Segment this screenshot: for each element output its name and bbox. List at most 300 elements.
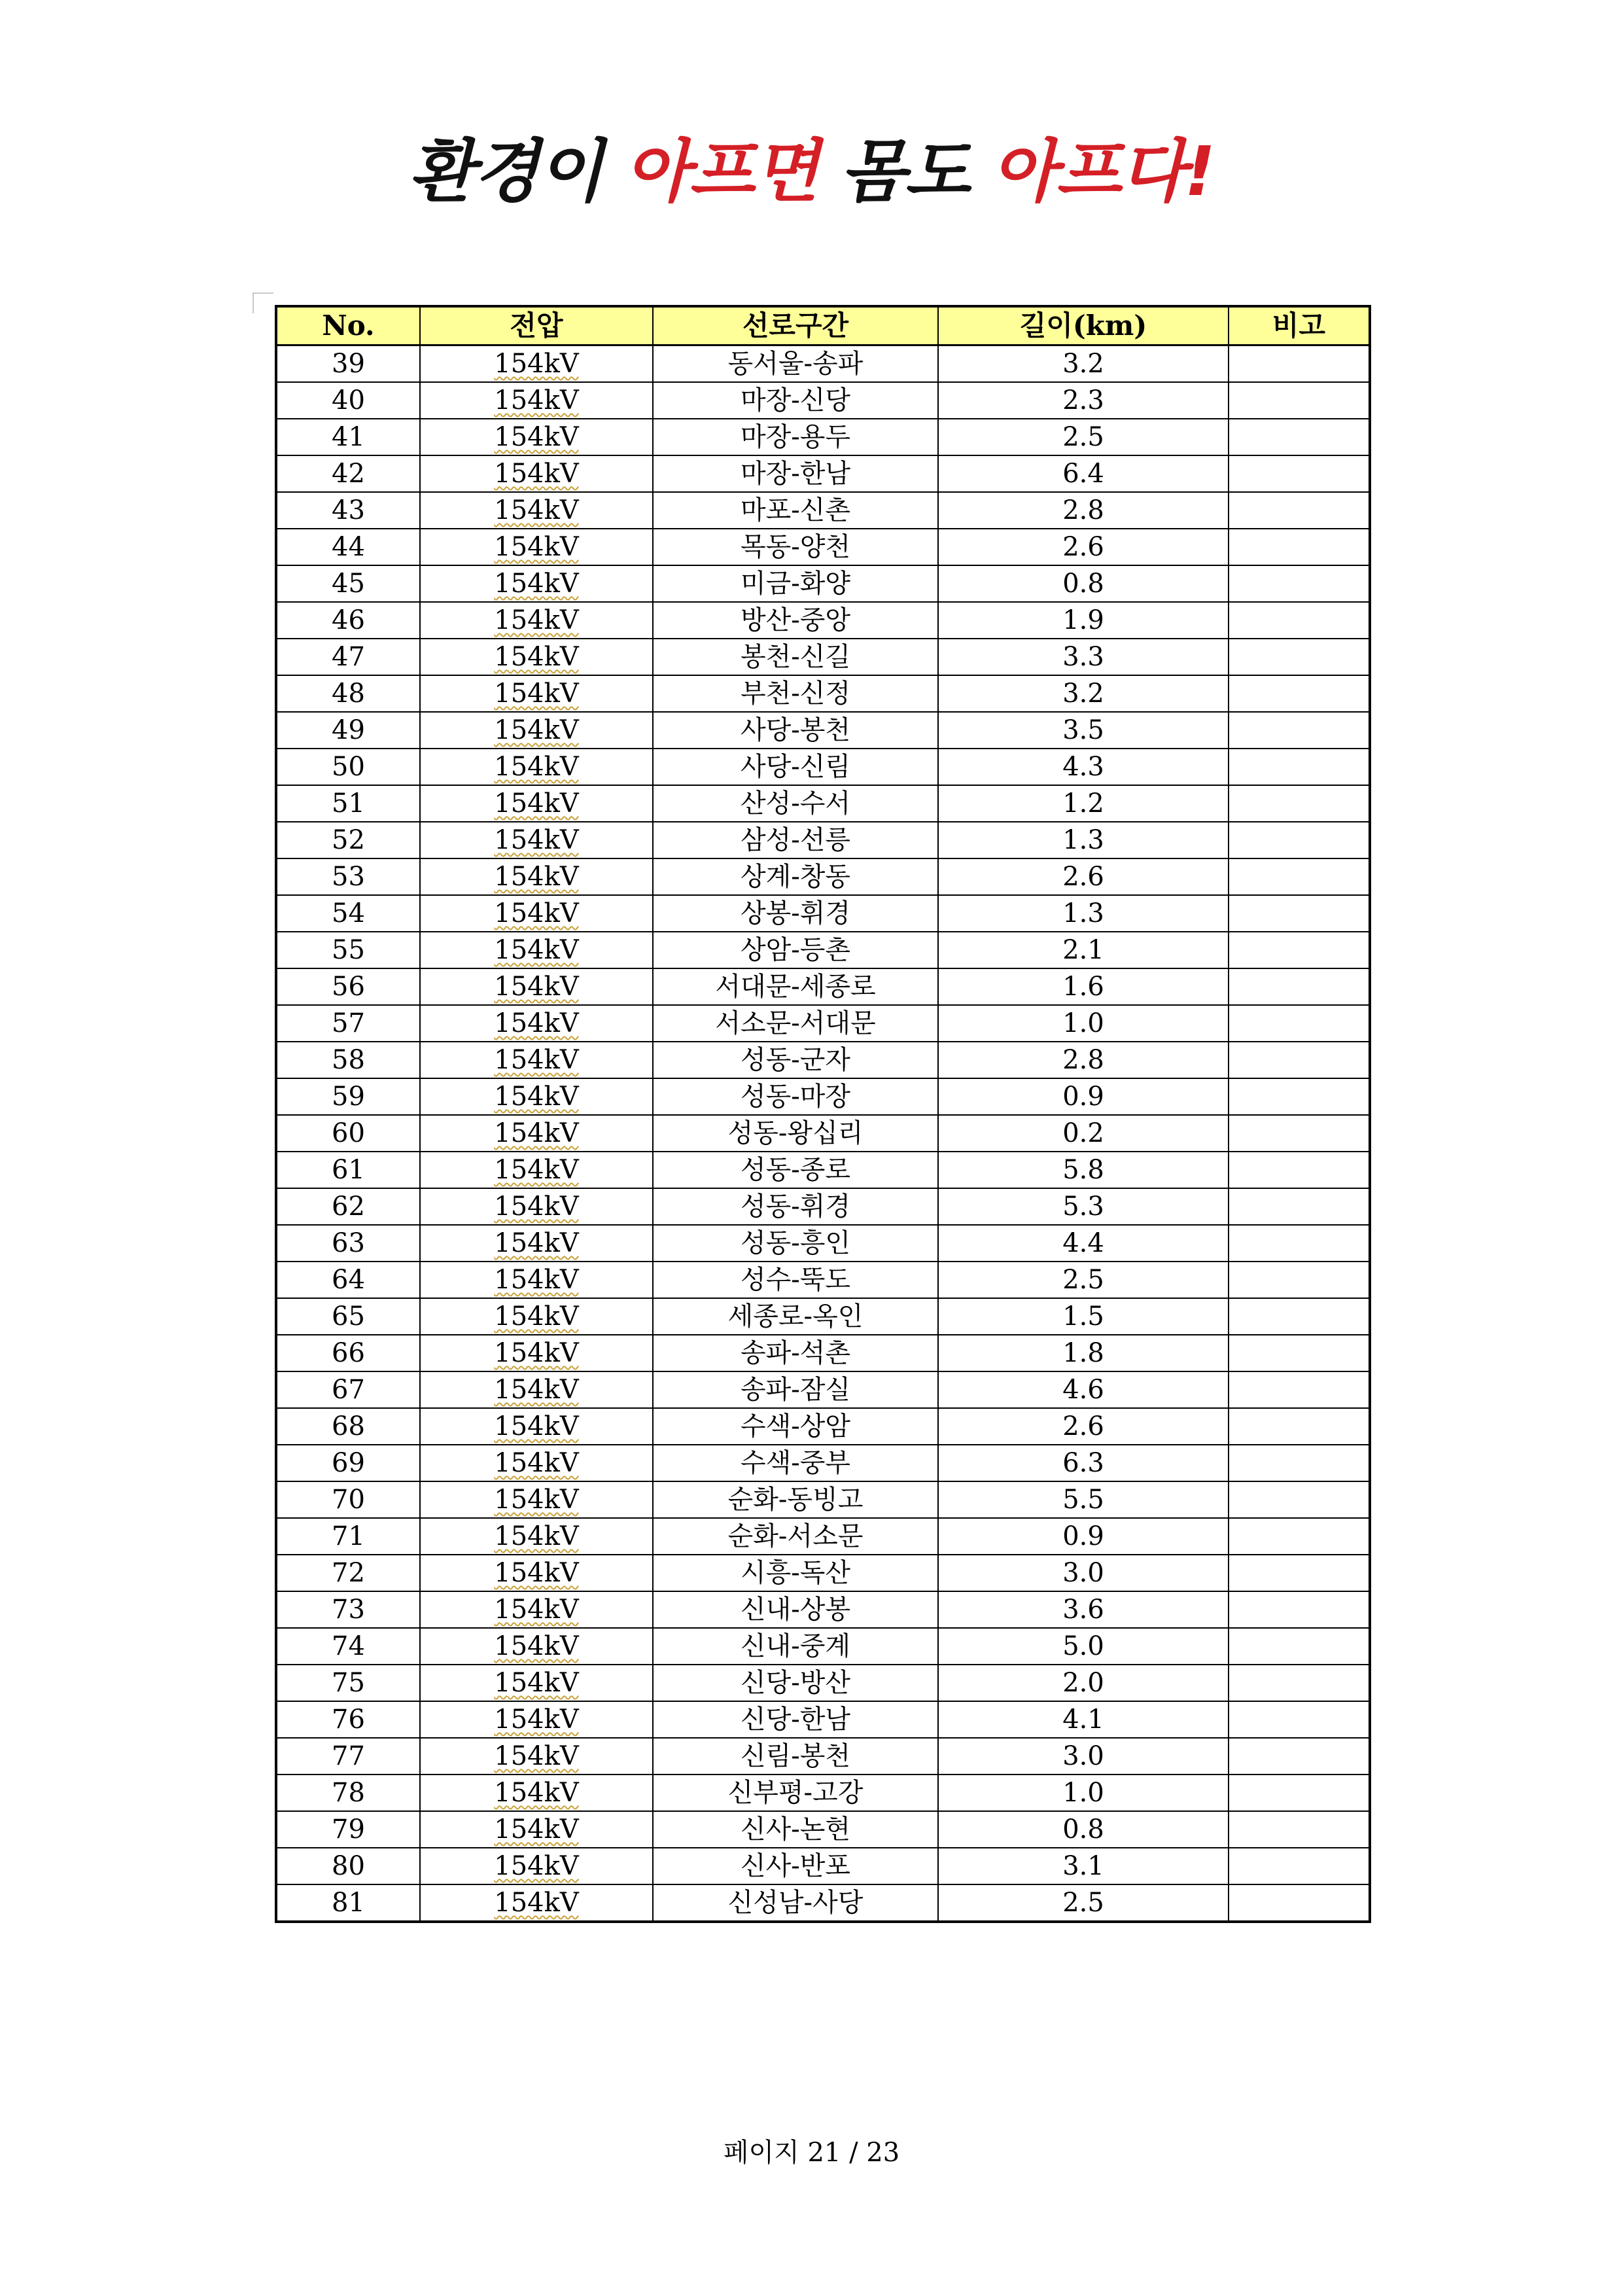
cell-section: 성동-휘경 bbox=[653, 1188, 938, 1225]
table-row bbox=[276, 345, 1370, 383]
cell-voltage bbox=[420, 712, 653, 749]
cell-voltage bbox=[420, 749, 653, 785]
table-row bbox=[276, 1628, 1370, 1665]
cell-no: 74 bbox=[276, 1628, 420, 1665]
cell-section: 상봉-휘경 bbox=[653, 895, 938, 932]
cell-no: 46 bbox=[276, 602, 420, 639]
cell-voltage bbox=[420, 932, 653, 968]
header-length: 길이(km) bbox=[938, 306, 1229, 345]
cell-voltage bbox=[420, 968, 653, 1005]
voltage-text: 154kV bbox=[494, 1411, 579, 1441]
table-row bbox=[276, 1701, 1370, 1738]
cell-no: 79 bbox=[276, 1811, 420, 1848]
cell-voltage bbox=[420, 1298, 653, 1335]
cell-length: 5.5 bbox=[938, 1481, 1229, 1518]
cell-section: 성동-왕십리 bbox=[653, 1115, 938, 1152]
cell-section: 신당-방산 bbox=[653, 1665, 938, 1701]
table-row bbox=[276, 1371, 1370, 1408]
cell-section: 부천-신정 bbox=[653, 675, 938, 712]
cell-section: 미금-화양 bbox=[653, 565, 938, 602]
table-header-row bbox=[276, 306, 1370, 345]
cell-note bbox=[1229, 1738, 1370, 1775]
cell-voltage bbox=[420, 1371, 653, 1408]
cell-length: 2.1 bbox=[938, 932, 1229, 968]
voltage-text: 154kV bbox=[494, 1118, 579, 1148]
cell-note bbox=[1229, 1262, 1370, 1298]
cell-voltage bbox=[420, 639, 653, 675]
voltage-text: 154kV bbox=[494, 1082, 579, 1112]
cell-voltage bbox=[420, 1555, 653, 1591]
cell-section: 마포-신촌 bbox=[653, 492, 938, 529]
cell-note bbox=[1229, 932, 1370, 968]
table-row bbox=[276, 1775, 1370, 1811]
cell-note bbox=[1229, 1335, 1370, 1371]
cell-section: 삼성-선릉 bbox=[653, 822, 938, 858]
cell-length: 2.0 bbox=[938, 1665, 1229, 1701]
cell-no: 48 bbox=[276, 675, 420, 712]
cell-section: 신내-중계 bbox=[653, 1628, 938, 1665]
cell-no: 40 bbox=[276, 382, 420, 419]
table-row bbox=[276, 382, 1370, 419]
table-row bbox=[276, 1884, 1370, 1922]
table-body bbox=[276, 345, 1370, 1922]
slogan-part-4: 아프다! bbox=[991, 132, 1215, 211]
cell-voltage bbox=[420, 1335, 653, 1371]
voltage-text: 154kV bbox=[494, 898, 579, 928]
table-header bbox=[276, 306, 1370, 345]
cell-no: 75 bbox=[276, 1665, 420, 1701]
cell-note bbox=[1229, 382, 1370, 419]
transmission-line-table bbox=[275, 305, 1371, 1923]
cell-section: 성동-흥인 bbox=[653, 1225, 938, 1262]
cell-length: 4.3 bbox=[938, 749, 1229, 785]
cell-length: 4.4 bbox=[938, 1225, 1229, 1262]
cell-no: 39 bbox=[276, 345, 420, 383]
cell-note bbox=[1229, 529, 1370, 565]
table-row bbox=[276, 1665, 1370, 1701]
cell-length: 2.5 bbox=[938, 1884, 1229, 1922]
table-row bbox=[276, 749, 1370, 785]
table-row bbox=[276, 822, 1370, 858]
cell-length: 2.3 bbox=[938, 382, 1229, 419]
cell-section: 신부평-고강 bbox=[653, 1775, 938, 1811]
table-row bbox=[276, 1225, 1370, 1262]
cell-section: 송파-잠실 bbox=[653, 1371, 938, 1408]
cell-note bbox=[1229, 1628, 1370, 1665]
cell-no: 44 bbox=[276, 529, 420, 565]
cell-voltage bbox=[420, 419, 653, 455]
cell-no: 67 bbox=[276, 1371, 420, 1408]
cell-voltage bbox=[420, 1848, 653, 1884]
cell-section: 송파-석촌 bbox=[653, 1335, 938, 1371]
cell-length: 3.2 bbox=[938, 345, 1229, 383]
cell-note bbox=[1229, 749, 1370, 785]
cell-no: 73 bbox=[276, 1591, 420, 1628]
voltage-text: 154kV bbox=[494, 1228, 579, 1258]
cell-voltage bbox=[420, 1042, 653, 1078]
cell-section: 방산-중앙 bbox=[653, 602, 938, 639]
cell-length: 5.3 bbox=[938, 1188, 1229, 1225]
voltage-text: 154kV bbox=[494, 1814, 579, 1845]
cell-length: 0.2 bbox=[938, 1115, 1229, 1152]
cell-no: 80 bbox=[276, 1848, 420, 1884]
cell-no: 50 bbox=[276, 749, 420, 785]
cell-voltage bbox=[420, 602, 653, 639]
table-row bbox=[276, 675, 1370, 712]
cell-length: 1.2 bbox=[938, 785, 1229, 822]
cell-note bbox=[1229, 565, 1370, 602]
voltage-text: 154kV bbox=[494, 569, 579, 599]
voltage-text: 154kV bbox=[494, 1631, 579, 1661]
cell-voltage bbox=[420, 1518, 653, 1555]
table-row bbox=[276, 785, 1370, 822]
cell-note bbox=[1229, 1665, 1370, 1701]
cell-voltage bbox=[420, 675, 653, 712]
cell-no: 71 bbox=[276, 1518, 420, 1555]
voltage-text: 154kV bbox=[494, 1155, 579, 1185]
table-row bbox=[276, 602, 1370, 639]
cell-note bbox=[1229, 675, 1370, 712]
cell-section: 성동-마장 bbox=[653, 1078, 938, 1115]
cell-voltage bbox=[420, 382, 653, 419]
cell-voltage bbox=[420, 529, 653, 565]
table-row bbox=[276, 1738, 1370, 1775]
cell-length: 1.8 bbox=[938, 1335, 1229, 1371]
table-row bbox=[276, 712, 1370, 749]
cell-section: 순화-서소문 bbox=[653, 1518, 938, 1555]
cell-note bbox=[1229, 345, 1370, 383]
cell-voltage bbox=[420, 1078, 653, 1115]
cell-section: 마장-용두 bbox=[653, 419, 938, 455]
cell-no: 43 bbox=[276, 492, 420, 529]
cell-note bbox=[1229, 895, 1370, 932]
voltage-text: 154kV bbox=[494, 422, 579, 452]
table-row bbox=[276, 1078, 1370, 1115]
table-row bbox=[276, 1005, 1370, 1042]
cell-note bbox=[1229, 1555, 1370, 1591]
cell-voltage bbox=[420, 1701, 653, 1738]
cell-voltage bbox=[420, 1262, 653, 1298]
header-note: 비고 bbox=[1229, 306, 1370, 345]
cell-voltage bbox=[420, 1811, 653, 1848]
cell-note bbox=[1229, 1701, 1370, 1738]
voltage-text: 154kV bbox=[494, 1704, 579, 1735]
cell-section: 신림-봉천 bbox=[653, 1738, 938, 1775]
cell-no: 54 bbox=[276, 895, 420, 932]
cell-section: 성동-종로 bbox=[653, 1152, 938, 1188]
cell-note bbox=[1229, 1078, 1370, 1115]
table-row bbox=[276, 1115, 1370, 1152]
cell-length: 2.5 bbox=[938, 1262, 1229, 1298]
cell-voltage bbox=[420, 1408, 653, 1445]
cell-note bbox=[1229, 1298, 1370, 1335]
cell-no: 57 bbox=[276, 1005, 420, 1042]
cell-note bbox=[1229, 1811, 1370, 1848]
cell-no: 60 bbox=[276, 1115, 420, 1152]
cell-no: 76 bbox=[276, 1701, 420, 1738]
table-row bbox=[276, 1152, 1370, 1188]
cell-no: 42 bbox=[276, 455, 420, 492]
voltage-text: 154kV bbox=[494, 1008, 579, 1038]
table-row bbox=[276, 1188, 1370, 1225]
cell-section: 사당-신림 bbox=[653, 749, 938, 785]
cell-length: 0.8 bbox=[938, 1811, 1229, 1848]
table-row bbox=[276, 932, 1370, 968]
table-row bbox=[276, 1481, 1370, 1518]
voltage-text: 154kV bbox=[494, 349, 579, 379]
cell-section: 마장-신당 bbox=[653, 382, 938, 419]
cell-voltage bbox=[420, 1115, 653, 1152]
table-row bbox=[276, 529, 1370, 565]
cell-no: 56 bbox=[276, 968, 420, 1005]
voltage-text: 154kV bbox=[494, 495, 579, 525]
cell-section: 상계-창동 bbox=[653, 858, 938, 895]
voltage-text: 154kV bbox=[494, 1045, 579, 1075]
voltage-text: 154kV bbox=[494, 1888, 579, 1918]
table-row bbox=[276, 1042, 1370, 1078]
cell-length: 5.0 bbox=[938, 1628, 1229, 1665]
cell-note bbox=[1229, 1848, 1370, 1884]
cell-no: 63 bbox=[276, 1225, 420, 1262]
cell-length: 6.3 bbox=[938, 1445, 1229, 1481]
cell-voltage bbox=[420, 1005, 653, 1042]
voltage-text: 154kV bbox=[494, 385, 579, 415]
cell-voltage bbox=[420, 858, 653, 895]
voltage-text: 154kV bbox=[494, 1375, 579, 1405]
voltage-text: 154kV bbox=[494, 1521, 579, 1551]
cell-section: 신당-한남 bbox=[653, 1701, 938, 1738]
voltage-text: 154kV bbox=[494, 1668, 579, 1698]
cell-section: 신내-상봉 bbox=[653, 1591, 938, 1628]
cell-section: 산성-수서 bbox=[653, 785, 938, 822]
voltage-text: 154kV bbox=[494, 1301, 579, 1332]
cell-section: 서소문-서대문 bbox=[653, 1005, 938, 1042]
cell-no: 68 bbox=[276, 1408, 420, 1445]
table-row bbox=[276, 1335, 1370, 1371]
cell-voltage bbox=[420, 1481, 653, 1518]
voltage-text: 154kV bbox=[494, 715, 579, 745]
cell-length: 3.6 bbox=[938, 1591, 1229, 1628]
table-row bbox=[276, 1298, 1370, 1335]
table-row bbox=[276, 1848, 1370, 1884]
cell-no: 49 bbox=[276, 712, 420, 749]
table-row bbox=[276, 858, 1370, 895]
cell-note bbox=[1229, 1371, 1370, 1408]
cell-note bbox=[1229, 1481, 1370, 1518]
voltage-text: 154kV bbox=[494, 825, 579, 855]
voltage-text: 154kV bbox=[494, 532, 579, 562]
cell-section: 신사-논현 bbox=[653, 1811, 938, 1848]
cell-no: 66 bbox=[276, 1335, 420, 1371]
cell-no: 62 bbox=[276, 1188, 420, 1225]
cell-length: 5.8 bbox=[938, 1152, 1229, 1188]
cell-length: 3.3 bbox=[938, 639, 1229, 675]
cell-note bbox=[1229, 968, 1370, 1005]
cell-note bbox=[1229, 1884, 1370, 1922]
header-no: No. bbox=[276, 306, 420, 345]
cell-voltage bbox=[420, 785, 653, 822]
table-row bbox=[276, 455, 1370, 492]
cell-length: 1.0 bbox=[938, 1005, 1229, 1042]
cell-length: 3.2 bbox=[938, 675, 1229, 712]
cell-length: 1.3 bbox=[938, 895, 1229, 932]
voltage-text: 154kV bbox=[494, 972, 579, 1002]
cell-length: 1.3 bbox=[938, 822, 1229, 858]
cell-voltage bbox=[420, 1152, 653, 1188]
cell-voltage bbox=[420, 1738, 653, 1775]
cell-section: 신성남-사당 bbox=[653, 1884, 938, 1922]
voltage-text: 154kV bbox=[494, 1265, 579, 1295]
cell-note bbox=[1229, 602, 1370, 639]
cell-length: 3.1 bbox=[938, 1848, 1229, 1884]
table-row bbox=[276, 1555, 1370, 1591]
cell-section: 성동-군자 bbox=[653, 1042, 938, 1078]
table-row bbox=[276, 1408, 1370, 1445]
cell-note bbox=[1229, 1591, 1370, 1628]
table-row bbox=[276, 492, 1370, 529]
cell-no: 51 bbox=[276, 785, 420, 822]
cell-length: 2.6 bbox=[938, 858, 1229, 895]
voltage-text: 154kV bbox=[494, 605, 579, 635]
cell-voltage bbox=[420, 1628, 653, 1665]
cell-length: 6.4 bbox=[938, 455, 1229, 492]
cell-voltage bbox=[420, 895, 653, 932]
voltage-text: 154kV bbox=[494, 862, 579, 892]
slogan-title bbox=[0, 132, 1623, 211]
page-number: 페이지 21 / 23 bbox=[723, 2138, 900, 2168]
cell-length: 2.8 bbox=[938, 1042, 1229, 1078]
cell-voltage bbox=[420, 1775, 653, 1811]
cell-section: 마장-한남 bbox=[653, 455, 938, 492]
voltage-text: 154kV bbox=[494, 679, 579, 709]
cell-section: 성수-뚝도 bbox=[653, 1262, 938, 1298]
cell-section: 시흥-독산 bbox=[653, 1555, 938, 1591]
cell-no: 77 bbox=[276, 1738, 420, 1775]
cell-length: 1.5 bbox=[938, 1298, 1229, 1335]
cell-no: 53 bbox=[276, 858, 420, 895]
cell-no: 70 bbox=[276, 1481, 420, 1518]
voltage-text: 154kV bbox=[494, 1192, 579, 1222]
cell-note bbox=[1229, 419, 1370, 455]
cell-section: 순화-동빙고 bbox=[653, 1481, 938, 1518]
cell-length: 3.5 bbox=[938, 712, 1229, 749]
table-row bbox=[276, 895, 1370, 932]
cell-section: 세종로-옥인 bbox=[653, 1298, 938, 1335]
page-corner-mark bbox=[253, 292, 273, 313]
cell-note bbox=[1229, 1408, 1370, 1445]
cell-note bbox=[1229, 1115, 1370, 1152]
voltage-text: 154kV bbox=[494, 752, 579, 782]
cell-no: 81 bbox=[276, 1884, 420, 1922]
voltage-text: 154kV bbox=[494, 1558, 579, 1588]
cell-note bbox=[1229, 455, 1370, 492]
cell-length: 2.6 bbox=[938, 529, 1229, 565]
cell-voltage bbox=[420, 345, 653, 383]
cell-no: 69 bbox=[276, 1445, 420, 1481]
cell-length: 4.1 bbox=[938, 1701, 1229, 1738]
cell-no: 55 bbox=[276, 932, 420, 968]
cell-section: 수색-상암 bbox=[653, 1408, 938, 1445]
cell-voltage bbox=[420, 822, 653, 858]
cell-section: 수색-중부 bbox=[653, 1445, 938, 1481]
table-row bbox=[276, 1262, 1370, 1298]
cell-no: 61 bbox=[276, 1152, 420, 1188]
header-section: 선로구간 bbox=[653, 306, 938, 345]
voltage-text: 154kV bbox=[494, 788, 579, 819]
cell-note bbox=[1229, 1188, 1370, 1225]
cell-section: 봉천-신길 bbox=[653, 639, 938, 675]
cell-voltage bbox=[420, 565, 653, 602]
cell-voltage bbox=[420, 1591, 653, 1628]
cell-voltage bbox=[420, 1665, 653, 1701]
cell-voltage bbox=[420, 492, 653, 529]
cell-note bbox=[1229, 492, 1370, 529]
cell-no: 78 bbox=[276, 1775, 420, 1811]
table-row bbox=[276, 639, 1370, 675]
cell-note bbox=[1229, 785, 1370, 822]
voltage-text: 154kV bbox=[494, 1595, 579, 1625]
cell-no: 64 bbox=[276, 1262, 420, 1298]
cell-voltage bbox=[420, 1884, 653, 1922]
cell-no: 47 bbox=[276, 639, 420, 675]
cell-length: 1.6 bbox=[938, 968, 1229, 1005]
voltage-text: 154kV bbox=[494, 1851, 579, 1881]
cell-section: 신사-반포 bbox=[653, 1848, 938, 1884]
cell-no: 45 bbox=[276, 565, 420, 602]
cell-voltage bbox=[420, 1225, 653, 1262]
cell-length: 0.8 bbox=[938, 565, 1229, 602]
cell-note bbox=[1229, 1225, 1370, 1262]
table-row bbox=[276, 1811, 1370, 1848]
cell-no: 59 bbox=[276, 1078, 420, 1115]
cell-length: 1.0 bbox=[938, 1775, 1229, 1811]
cell-section: 상암-등촌 bbox=[653, 932, 938, 968]
cell-length: 0.9 bbox=[938, 1078, 1229, 1115]
cell-no: 58 bbox=[276, 1042, 420, 1078]
cell-length: 3.0 bbox=[938, 1555, 1229, 1591]
cell-note bbox=[1229, 858, 1370, 895]
cell-voltage bbox=[420, 455, 653, 492]
cell-note bbox=[1229, 1042, 1370, 1078]
slogan-part-3: 몸도 bbox=[840, 132, 992, 211]
cell-length: 1.9 bbox=[938, 602, 1229, 639]
cell-no: 65 bbox=[276, 1298, 420, 1335]
cell-no: 52 bbox=[276, 822, 420, 858]
cell-length: 2.5 bbox=[938, 419, 1229, 455]
voltage-text: 154kV bbox=[494, 459, 579, 489]
cell-length: 3.0 bbox=[938, 1738, 1229, 1775]
voltage-text: 154kV bbox=[494, 1338, 579, 1368]
cell-note bbox=[1229, 822, 1370, 858]
slogan-part-1: 환경이 bbox=[408, 132, 625, 211]
table-row bbox=[276, 968, 1370, 1005]
voltage-text: 154kV bbox=[494, 1485, 579, 1515]
cell-note bbox=[1229, 1445, 1370, 1481]
cell-section: 사당-봉천 bbox=[653, 712, 938, 749]
table-row bbox=[276, 1445, 1370, 1481]
cell-length: 0.9 bbox=[938, 1518, 1229, 1555]
cell-length: 4.6 bbox=[938, 1371, 1229, 1408]
cell-no: 72 bbox=[276, 1555, 420, 1591]
cell-no: 41 bbox=[276, 419, 420, 455]
cell-note bbox=[1229, 1005, 1370, 1042]
table-row bbox=[276, 565, 1370, 602]
cell-section: 서대문-세종로 bbox=[653, 968, 938, 1005]
cell-note bbox=[1229, 1775, 1370, 1811]
cell-voltage bbox=[420, 1188, 653, 1225]
cell-section: 목동-양천 bbox=[653, 529, 938, 565]
cell-note bbox=[1229, 639, 1370, 675]
